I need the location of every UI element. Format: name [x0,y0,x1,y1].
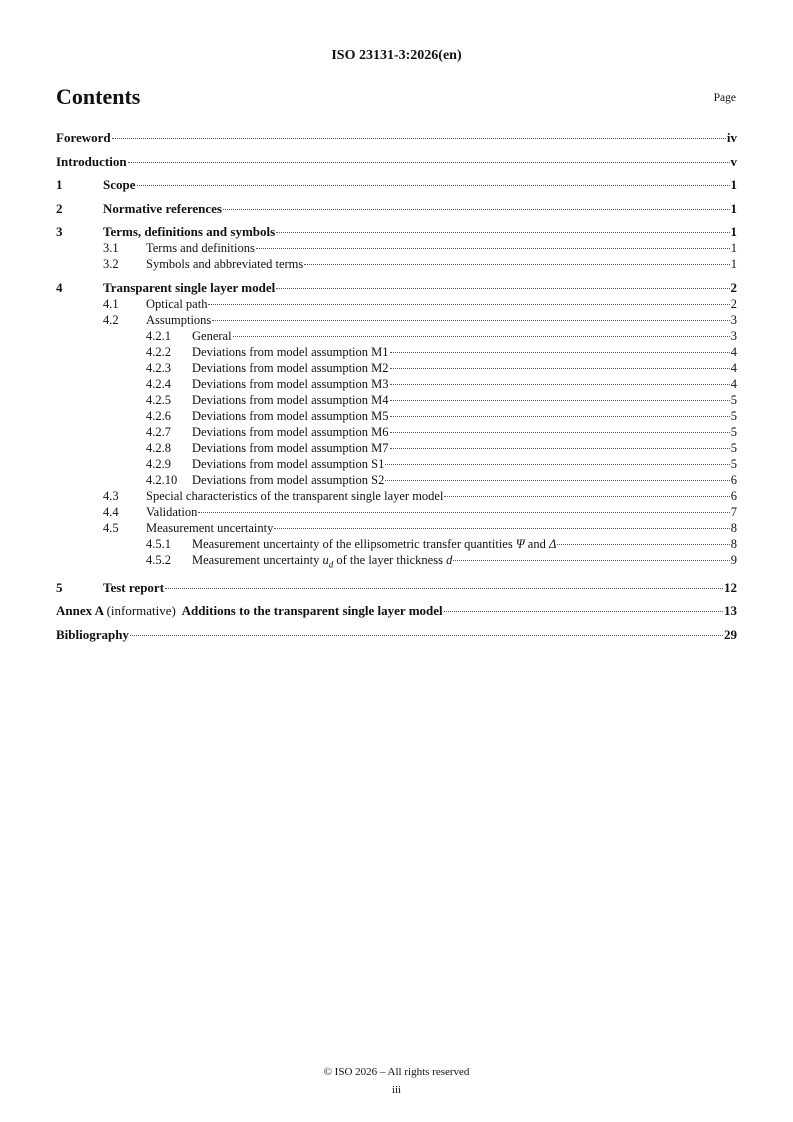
toc-entry-number: 4.2.8 [146,440,171,455]
leader-dots [385,480,729,481]
leader-dots [276,232,729,233]
toc-entry[interactable] [56,130,737,146]
toc-entry-number: 4.5.2 [146,552,171,567]
leader-dots [233,336,730,337]
toc-entry-title[interactable]: Deviations from model assumption M7 [192,440,389,455]
toc-entry-page: 5 [730,440,737,455]
toc-entry-title[interactable]: Introduction [56,153,127,169]
toc-entry[interactable] [56,627,737,643]
toc-entry[interactable] [56,392,737,408]
toc-entry-number: 3 [56,224,63,239]
toc-entry[interactable] [56,296,737,312]
toc-entry-number: 4.2.5 [146,392,171,407]
leader-dots [274,528,729,529]
leader-dots [130,635,723,636]
leader-dots [223,209,730,210]
toc-entry-number: 1 [56,177,63,192]
toc-entry-page: 6 [730,488,737,503]
toc-entry[interactable] [56,177,737,193]
toc-entry[interactable] [56,536,737,552]
toc-entry-page: 1 [730,177,737,192]
toc-entry[interactable] [56,504,737,520]
toc-entry-page: 5 [730,424,737,439]
leader-dots [390,416,730,417]
leader-dots [390,448,730,449]
toc-entry[interactable] [56,408,737,424]
toc-entry-title[interactable]: Measurement uncertainty $u_d$ of the layer thickness d [192,552,453,569]
toc-entry-number: 3.1 [103,241,119,255]
toc-entry-page: 1 [730,200,737,216]
toc-entry-title[interactable]: Deviations from model assumption M4 [192,392,389,407]
toc-entry-number: 4.4 [103,504,119,519]
toc-entry-number: 4.1 [103,296,119,311]
toc-entry-number: 4.2.3 [146,360,171,375]
toc-entry-title[interactable]: Deviations from model assumption M5 [192,408,389,423]
toc-entry-number: 2 [56,200,63,216]
toc-entry-page: iv [726,130,737,145]
toc-entry-page: 7 [730,504,737,519]
toc-entry-title[interactable]: Normative references [103,200,222,216]
toc-entry-page: v [730,153,737,169]
toc-entry[interactable] [56,488,737,504]
toc-entry-number: 4.2 [103,312,119,327]
toc-entry-number: 4.2.2 [146,344,171,359]
leader-dots [256,248,730,249]
leader-dots [390,384,730,385]
leader-dots [453,560,729,561]
toc-entry[interactable] [56,256,737,272]
leader-dots [444,496,729,497]
leader-dots [276,288,729,289]
leader-dots [385,464,729,465]
leader-dots [165,588,723,589]
toc-entry-page: 5 [730,456,737,471]
toc-entry-title[interactable]: Validation [146,504,198,519]
toc-entry-page: 4 [730,376,737,391]
toc-entry-title[interactable]: Special characteristics of the transparent single layer model [146,488,444,503]
toc-entry-page: 1 [730,241,737,255]
toc-entry-number: 4.2.10 [146,472,178,487]
toc-entry[interactable] [56,376,737,392]
toc-entry-title[interactable]: Test report [103,579,165,595]
toc-entry-title[interactable]: Terms and definitions [146,241,255,255]
leader-dots [390,400,730,401]
toc-entry[interactable] [56,224,737,240]
toc-entry-title[interactable]: Deviations from model assumption M6 [192,424,389,439]
toc-entry-title[interactable]: Foreword [56,130,111,145]
toc-entry-number: 4.5 [103,520,119,535]
toc-entry-number: 4.2.7 [146,424,171,439]
toc-entry-page: 3 [730,312,737,327]
toc-entry-number: 4.2.1 [146,328,171,343]
copyright-footer: © ISO 2026 – All rights reserved [323,1066,470,1078]
toc-entry[interactable] [56,472,737,488]
toc-entry-title[interactable]: Deviations from model assumption M1 [192,344,389,359]
toc-entry-page: 1 [730,224,737,239]
page-title: Contents [56,84,141,109]
toc-entry-page: 3 [730,328,737,343]
toc-entry[interactable] [56,440,737,456]
toc-entry[interactable] [56,520,737,536]
toc-entry-number: 4.2.9 [146,456,171,471]
toc-entry-title[interactable]: Deviations from model assumption S2 [192,472,385,487]
leader-dots [112,138,726,139]
toc-entry[interactable] [56,456,737,472]
toc-entry-title[interactable]: Deviations from model assumption M3 [192,376,389,391]
toc-entry-title[interactable]: General [192,328,232,343]
leader-dots [212,320,729,321]
leader-dots [390,352,730,353]
toc-entry-title[interactable]: Measurement uncertainty [146,520,274,535]
toc-entry-page: 5 [730,408,737,423]
leader-dots [208,304,729,305]
toc-entry-number: 4 [56,279,63,295]
leader-dots [137,185,730,186]
toc-entry-page: 2 [730,279,737,295]
toc-entry-title[interactable]: Annex A (informative) Additions to the transparent single layer model [56,603,443,618]
leader-dots [444,611,723,612]
toc-entry-page: 9 [730,552,737,567]
page-column-label: Page [713,92,736,104]
toc-entry-title[interactable]: Assumptions [146,312,212,327]
page-number: iii [391,1084,402,1096]
toc-entry-page: 6 [730,472,737,487]
leader-dots [128,162,730,163]
toc-entry[interactable] [56,344,737,360]
toc-entry-page: 8 [730,536,737,551]
toc-entry-title[interactable]: Deviations from model assumption M2 [192,360,389,375]
toc-entry[interactable] [56,240,737,256]
toc-entry[interactable] [56,424,737,440]
toc-entry-number: 4.2.6 [146,408,171,423]
leader-dots [557,544,729,545]
toc-entry-title[interactable]: Symbols and abbreviated terms [146,257,304,271]
toc-entry[interactable] [56,360,737,376]
toc-entry-title[interactable]: Measurement uncertainty of the ellipsometric transfer quantities Ψ and Δ [192,536,557,551]
toc-entry[interactable] [56,154,737,170]
toc-entry-page: 12 [724,579,737,595]
document-header: ISO 23131-3:2026(en) [331,48,462,63]
toc-entry-page: 4 [730,360,737,375]
toc-entry[interactable] [56,603,737,619]
toc-entry-number: 4.2.4 [146,376,171,391]
toc-entry-page: 1 [730,257,737,271]
toc-entry[interactable] [56,201,737,217]
toc-entry-page: 29 [724,626,737,642]
leader-dots [198,512,729,513]
toc-entry-page: 4 [730,344,737,359]
toc-entry[interactable] [56,328,737,344]
toc-entry-title[interactable]: Transparent single layer model [103,279,276,295]
toc-entry-title[interactable]: Deviations from model assumption S1 [192,456,385,471]
toc-entry-page: 8 [730,520,737,535]
toc-entry-page: 5 [730,392,737,407]
toc-entry-title[interactable]: Scope [103,177,136,192]
toc-entry[interactable] [56,280,737,296]
toc-entry[interactable] [56,312,737,328]
toc-entry[interactable] [56,580,737,596]
toc-entry-page: 13 [724,603,737,618]
leader-dots [304,264,729,265]
toc-entry-page: 2 [730,296,737,311]
leader-dots [390,368,730,369]
toc-entry-number: 5 [56,579,63,595]
toc-entry-title[interactable]: Bibliography [56,626,129,642]
toc-entry[interactable] [56,552,737,573]
toc-entry-number: 4.3 [103,488,119,503]
toc-entry-title[interactable]: Optical path [146,296,208,311]
leader-dots [390,432,730,433]
toc-entry-number: 3.2 [103,257,119,271]
toc-entry-title[interactable]: Terms, definitions and symbols [103,224,276,239]
table-of-contents [56,130,737,643]
toc-entry-number: 4.5.1 [146,536,171,551]
